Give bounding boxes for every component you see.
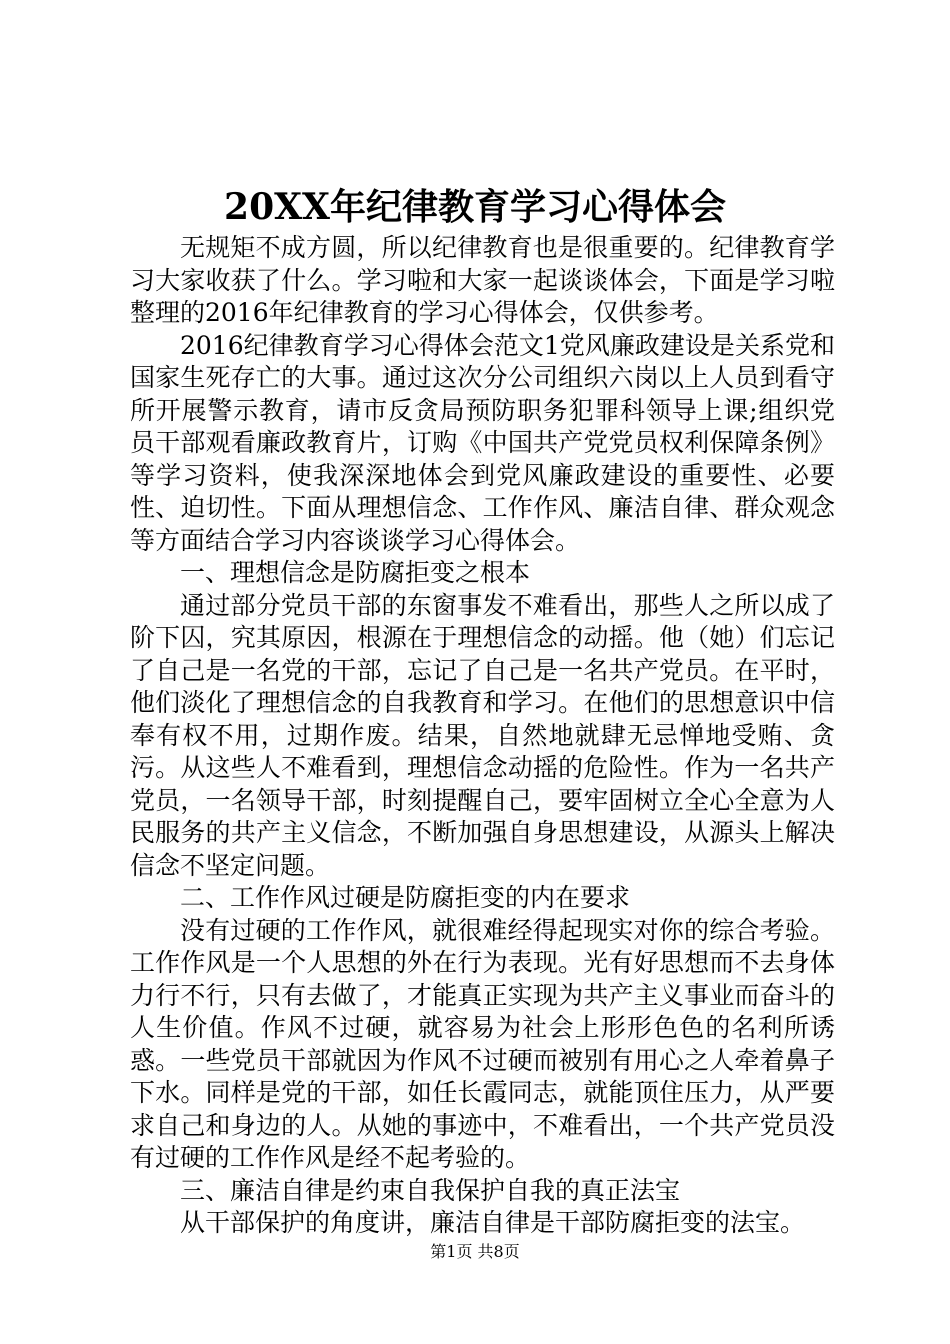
page-footer: 第1页 共8页: [430, 1242, 520, 1261]
paragraph-section-3: 从干部保护的角度讲，廉洁自律是干部防腐拒变的法宝。: [180, 1208, 806, 1237]
document-title: 20XX年纪律教育学习心得体会: [224, 186, 726, 228]
section-heading-3: 三、廉洁自律是约束自我保护自我的真正法宝: [180, 1175, 681, 1205]
section-heading-1: 一、理想信念是防腐拒变之根本: [180, 558, 531, 587]
paragraph-section-1: 通过部分党员干部的东窗事发不难看出，那些人之所以成了阶下囚，究其原因，根源在于理想信念的动摇。他（她）们忘记了自己是一名党的干部，忘记了自己是一名共产党员。在平时，他们淡化了理想信念的自我教育和学习。在他们的思想意识中信奉有权不用，过期作废。结果，自然地就肆无忌惮地受贿、贪污。从这些人不难看到，理想信念动摇的危险性。作为一名共产党员，一名领导干部，时刻提醒自己，要牢固树立全心全意为人民服务的共产主义信念，不断加强自身思想建设，从源头上解决信念不坚定问题。: [130, 590, 835, 880]
paragraph-intro: 无规矩不成方圆，所以纪律教育也是很重要的。纪律教育学习大家收获了什么。学习啦和大家一起谈谈体会，下面是学习啦整理的2016年纪律教育的学习心得体会，仅供参考。: [130, 233, 835, 327]
paragraph-section-2: 没有过硬的工作作风，就很难经得起现实对你的综合考验。工作作风是一个人思想的外在行为表现。光有好思想而不去身体力行不行，只有去做了，才能真正实现为共产主义事业而奋斗的人生价值。作风不过硬，就容易为社会上形形色色的名利所诱惑。一些党员干部就因为作风不过硬而被别有用心之人牵着鼻子下水。同样是党的干部，如任长霞同志，就能顶住压力，从严要求自己和身边的人。从她的事迹中，不难看出，一个共产党员没有过硬的工作作风是经不起考验的。: [130, 915, 835, 1172]
document-body: [130, 232, 835, 1240]
section-heading-2: 二、工作作风过硬是防腐拒变的内在要求: [180, 883, 631, 912]
paragraph-sample-essay: 2016纪律教育学习心得体会范文1党风廉政建设是关系党和国家生死存亡的大事。通过这次分公司组织六岗以上人员到看守所开展警示教育，请市反贪局预防职务犯罪科领导上课;组织党员干部观看廉政教育片，订购《中国共产党党员权利保障条例》等学习资料，使我深深地体会到党风廉政建设的重要性、必要性、迫切性。下面从理想信念、工作作风、廉洁自律、群众观念等方面结合学习内容谈谈学习心得体会。: [130, 330, 835, 555]
